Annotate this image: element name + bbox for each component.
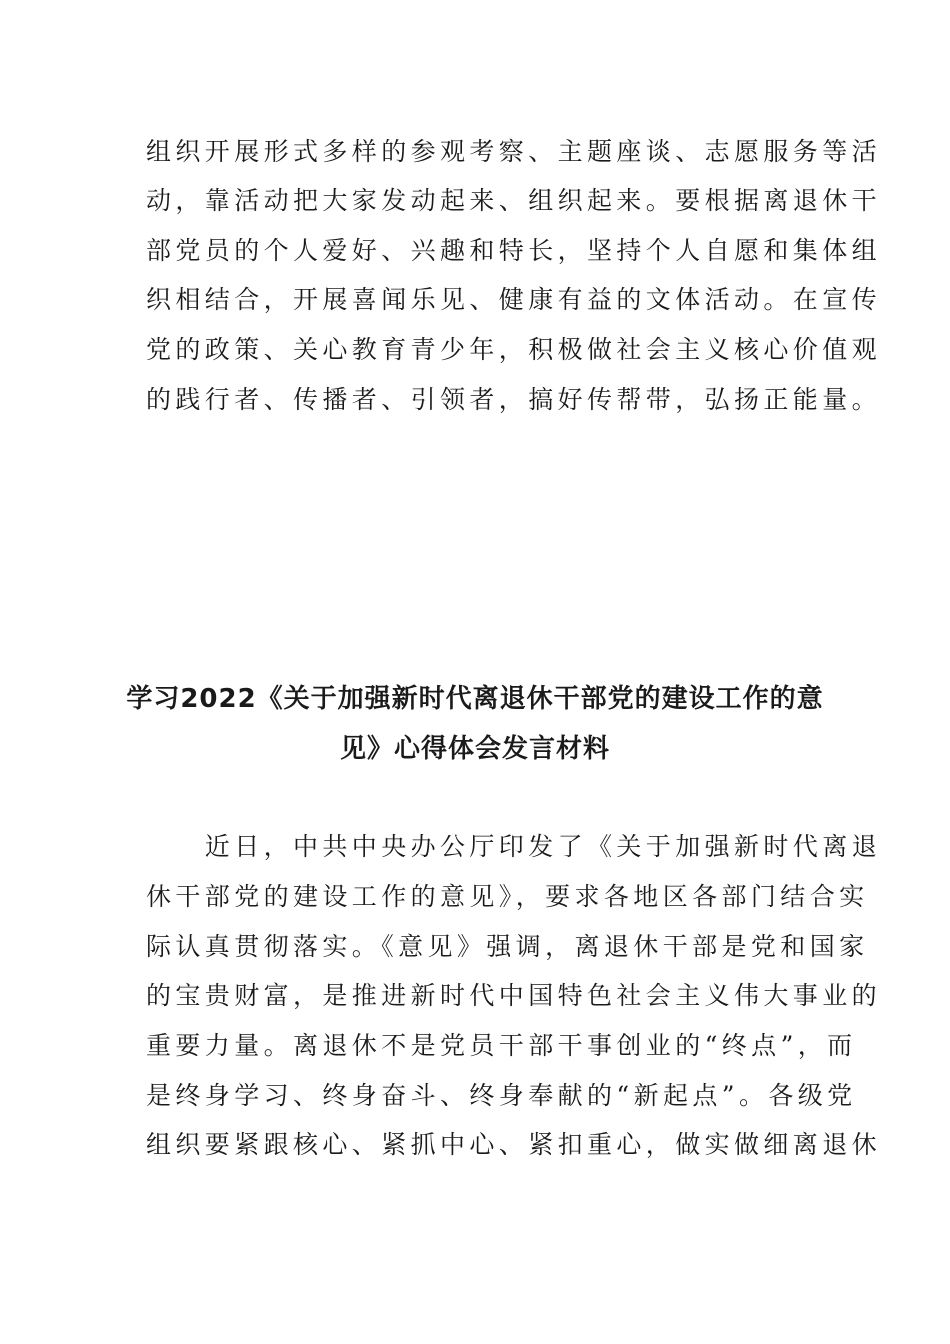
paragraph-line: 际认真贯彻落实。《意见》强调，离退休干部是党和国家 [146,932,869,961]
paragraph-line: 近日，中共中央办公厅印发了《关于加强新时代离退 [146,832,882,861]
title-line: 学习2022《关于加强新时代离退休干部党的建设工作的意 [126,684,824,714]
paragraph-line: 是终身学习、终身奋斗、终身奉献的“新起点”。各级党 [146,1081,857,1110]
paragraph-line: 党的政策、关心教育青少年，积极做社会主义核心价值观 [146,335,882,364]
paragraph-line: 部党员的个人爱好、兴趣和特长，坚持个人自愿和集体组 [146,236,882,265]
title-line: 见》心得体会发言材料 [339,734,610,764]
paragraph-line: 组织要紧跟核心、紧抓中心、紧扣重心，做实做细离退休 [146,1130,882,1159]
paragraph-line: 织相结合，开展喜闻乐见、健康有益的文体活动。在宣传 [146,285,882,314]
paragraph-line: 重要力量。离退休不是党员干部干事创业的“终点”，而 [146,1031,857,1060]
paragraph-line: 的践行者、传播者、引领者，搞好传帮带，弘扬正能量。 [146,385,882,414]
paragraph-line: 组织开展形式多样的参观考察、主题座谈、志愿服务等活 [146,137,882,166]
paragraph-line: 动，靠活动把大家发动起来、组织起来。要根据离退休干 [146,186,882,215]
paragraph-line: 休干部党的建设工作的意见》，要求各地区各部门结合实 [146,882,869,911]
paragraph-line: 的宝贵财富，是推进新时代中国特色社会主义伟大事业的 [146,981,882,1010]
